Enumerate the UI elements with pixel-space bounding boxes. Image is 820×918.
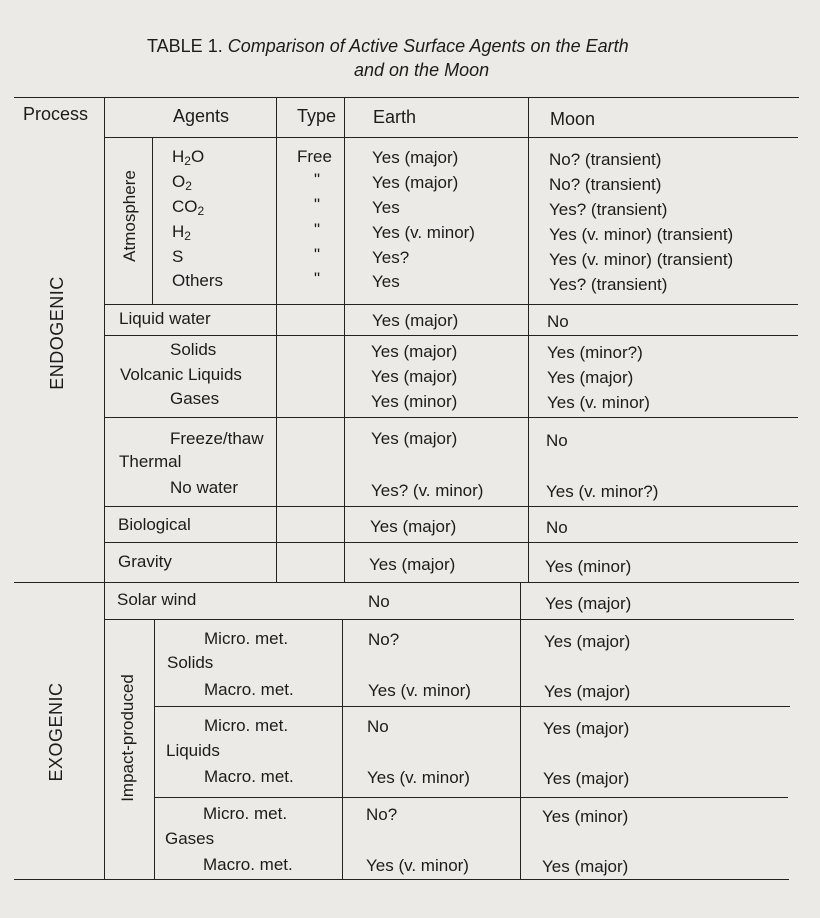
biological-earth: Yes (major) — [370, 517, 457, 536]
group-impact-produced: Impact-produced — [118, 674, 137, 802]
col-earth-right — [528, 97, 529, 582]
volcanic-solids: Solids — [170, 340, 217, 359]
header-moon: Moon — [550, 109, 596, 129]
impact-solids-earth: Yes (v. minor) — [368, 681, 471, 700]
atmos-type-ditto: " — [314, 245, 321, 264]
impact-gases-micro: Micro. met. — [203, 804, 288, 823]
impact-liquids-micro: Micro. met. — [204, 716, 289, 735]
atmos-type-ditto: " — [314, 220, 321, 239]
col-type-right-exo — [342, 619, 343, 879]
impact-liquids-label: Liquids — [166, 741, 220, 760]
atmos-moon: No? (transient) — [549, 175, 662, 194]
col-earth-right-exo — [520, 582, 521, 879]
rule-atmos-bottom — [104, 304, 798, 305]
gravity-earth: Yes (major) — [369, 555, 456, 574]
atmos-type: Free — [297, 147, 332, 166]
rule-solarwind-bottom — [104, 619, 794, 620]
thermal-earth: Yes? (v. minor) — [371, 481, 484, 500]
atmos-earth: Yes? — [372, 248, 410, 267]
impact-gases-macro: Macro. met. — [203, 855, 293, 874]
atmos-moon: No? (transient) — [549, 150, 662, 169]
gravity-moon: Yes (minor) — [545, 557, 632, 576]
liquid-water-moon: No — [547, 312, 569, 331]
rule-header-bottom — [104, 137, 798, 138]
volcanic-label: Volcanic Liquids — [120, 365, 242, 384]
volcanic-gases: Gases — [170, 389, 220, 408]
rule-bottom — [14, 879, 789, 880]
liquid-water-agent: Liquid water — [119, 309, 211, 328]
rule-thermal-bottom — [104, 506, 798, 507]
atmos-agent-o2: $O_2$ — [172, 172, 192, 193]
group-atmosphere: Atmosphere — [120, 170, 139, 262]
impact-solids-micro: Micro. met. — [204, 629, 289, 648]
impact-solids-moon: Yes (major) — [544, 682, 631, 701]
col-atmos-inner — [152, 137, 153, 304]
impact-liquids-earth: Yes (v. minor) — [367, 768, 470, 787]
impact-gases-earth: Yes (v. minor) — [366, 856, 469, 875]
atmos-earth: Yes (major) — [372, 148, 459, 167]
impact-gases-moon: Yes (major) — [542, 857, 629, 876]
table-title-1: Comparison of Active Surface Agents on the Earth — [227, 36, 629, 56]
solar-wind-agent: Solar wind — [117, 590, 197, 609]
atmos-earth: Yes — [372, 198, 400, 217]
rule-endo-bottom — [14, 582, 799, 583]
rule-bio-bottom — [104, 542, 798, 543]
thermal-earth: Yes (major) — [371, 429, 458, 448]
atmos-earth: Yes (major) — [372, 173, 459, 192]
atmos-type-ditto: " — [314, 269, 321, 288]
table-caption-line1 — [147, 36, 629, 56]
col-agents-right — [276, 97, 277, 582]
atmos-agent-co2: $CO_2$ — [172, 197, 205, 218]
solar-wind-earth: No — [368, 592, 390, 611]
impact-liquids-moon: Yes (major) — [543, 769, 630, 788]
atmos-earth: Yes — [372, 272, 400, 291]
atmos-type-ditto: " — [314, 170, 321, 189]
atmos-moon: Yes (v. minor) (transient) — [549, 225, 734, 244]
rule-top — [14, 97, 799, 98]
biological-moon: No — [546, 518, 568, 537]
thermal-label: Thermal — [119, 452, 182, 471]
impact-solids-label: Solids — [167, 653, 214, 672]
impact-solids-earth: No? — [368, 630, 400, 649]
header-agents: Agents — [173, 106, 230, 126]
thermal-nowater: No water — [170, 478, 239, 497]
impact-gases-earth: No? — [366, 805, 398, 824]
col-type-right — [344, 97, 345, 582]
col-process-right — [104, 97, 105, 879]
liquid-water-earth: Yes (major) — [372, 311, 459, 330]
atmos-earth: Yes (v. minor) — [372, 223, 475, 242]
rule-volcanic-bottom — [104, 417, 798, 418]
atmos-agent-others: Others — [172, 271, 224, 290]
atmos-agent-s: S — [172, 247, 184, 266]
atmos-moon: Yes? (transient) — [549, 275, 668, 294]
volcanic-earth: Yes (major) — [371, 342, 458, 361]
rule-liquid-bottom — [104, 335, 798, 336]
group-exogenic: EXOGENIC — [46, 682, 66, 782]
atmos-agent-h2: $H_2$ — [172, 222, 191, 243]
volcanic-moon: Yes (major) — [547, 368, 634, 387]
impact-liquids-earth: No — [367, 717, 389, 736]
group-endogenic: ENDOGENIC — [47, 276, 67, 390]
gravity-agent: Gravity — [118, 552, 172, 571]
atmos-moon: Yes (v. minor) (transient) — [549, 250, 734, 269]
thermal-moon: Yes (v. minor?) — [546, 482, 659, 501]
thermal-freeze: Freeze/thaw — [170, 429, 264, 448]
table-title-2: and on the Moon — [354, 60, 490, 80]
volcanic-earth: Yes (major) — [371, 367, 458, 386]
atmos-moon: Yes? (transient) — [549, 200, 668, 219]
impact-gases-moon: Yes (minor) — [542, 807, 629, 826]
impact-liquids-moon: Yes (major) — [543, 719, 630, 738]
table-number: TABLE 1. — [147, 36, 223, 56]
biological-agent: Biological — [118, 515, 191, 534]
rule-impact-liquids-bottom — [154, 797, 788, 798]
impact-solids-moon: Yes (major) — [544, 632, 631, 651]
thermal-moon: No — [546, 431, 568, 450]
col-impact-inner — [154, 619, 155, 879]
rule-impact-solids-bottom — [154, 706, 790, 707]
volcanic-moon: Yes (minor?) — [547, 343, 643, 362]
atmos-agent-h2o: $H_2O$ — [172, 147, 205, 168]
atmos-type-ditto: " — [314, 195, 321, 214]
impact-liquids-macro: Macro. met. — [204, 767, 294, 786]
header-process: Process — [23, 104, 89, 124]
volcanic-moon: Yes (v. minor) — [547, 393, 650, 412]
header-type: Type — [297, 106, 337, 126]
solar-wind-moon: Yes (major) — [545, 594, 632, 613]
volcanic-earth: Yes (minor) — [371, 392, 458, 411]
header-earth: Earth — [373, 107, 417, 127]
impact-solids-macro: Macro. met. — [204, 680, 294, 699]
impact-gases-label: Gases — [165, 829, 215, 848]
